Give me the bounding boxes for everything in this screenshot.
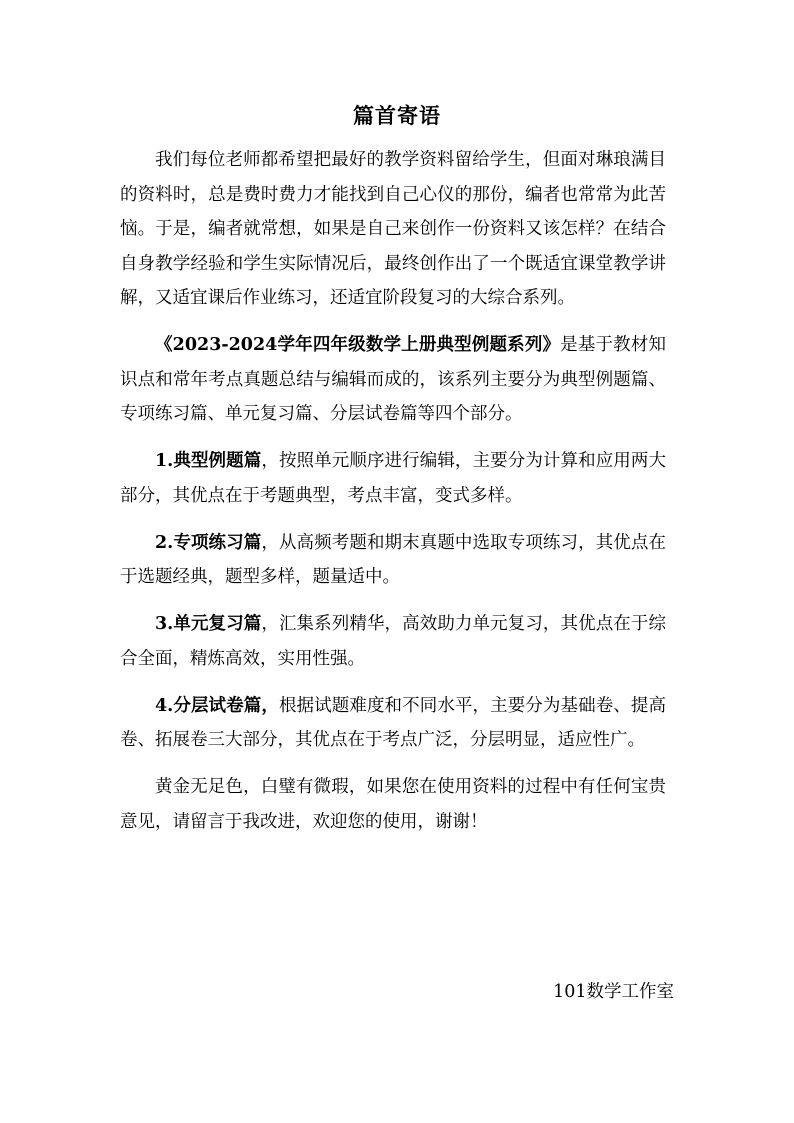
document-body: [120, 143, 666, 848]
part-heading: 4.分层试卷篇，: [155, 695, 279, 716]
paragraph-text: 根据试题难度和不同水平，主要分为基础卷、提高卷、拓展卷三大部分，其优点在于考点广泛，分层明显，适应性广。: [120, 695, 666, 750]
paragraph-series-overview: [120, 328, 666, 432]
signature: 101数学工作室: [553, 982, 674, 1002]
paragraph-text: ，按照单元顺序进行编辑，主要分为计算和应用两大部分，其优点在于考题典型，考点丰富，变式多样。: [120, 451, 666, 506]
part-heading: 1.典型例题篇: [155, 451, 262, 471]
part-heading: 2.专项练习篇: [155, 532, 262, 553]
paragraph-part-3: [120, 607, 666, 676]
paragraph-text: ，汇集系列精华，高效助力单元复习，其优点在于综合全面，精炼高效，实用性强。: [120, 614, 666, 669]
paragraph-text: ，从高频考题和期末真题中选取专项练习，其优点在于选题经典，题型多样，题量适中。: [120, 532, 666, 587]
series-name: 《2023-2024学年四年级数学上册典型例题系列》: [155, 335, 561, 355]
paragraph-part-1: [120, 444, 666, 513]
paragraph-intro: [120, 143, 666, 316]
paragraph-closing: [120, 770, 666, 839]
paragraph-part-4: [120, 689, 666, 758]
paragraph-text: 是基于教材知识点和常年考点真题总结与编辑而成的，该系列主要分为典型例题篇、专项练习篇、单元复习篇、分层试卷篇等四个部分。: [120, 335, 667, 424]
part-heading: 3.单元复习篇: [155, 614, 262, 634]
paragraph-text: 黄金无足色，白璧有微瑕，如果您在使用资料的过程中有任何宝贵意见，请留言于我改进，欢迎您的使用，谢谢！: [120, 777, 666, 832]
paragraph-part-2: [120, 526, 666, 595]
page-title: 篇首寄语: [353, 103, 441, 128]
paragraph-text: 我们每位老师都希望把最好的教学资料留给学生，但面对琳琅满目的资料时，总是费时费力才能找到自己心仪的那份，编者也常常为此苦恼。于是，编者就常想，如果是自己来创作一份资料又该怎样？在结合自身教学经验和学生实际情况后，最终创作出了一个既适宜课堂教学讲解，又适宜课后作业练习，还适宜阶段复习的大综合系列。: [120, 150, 666, 308]
